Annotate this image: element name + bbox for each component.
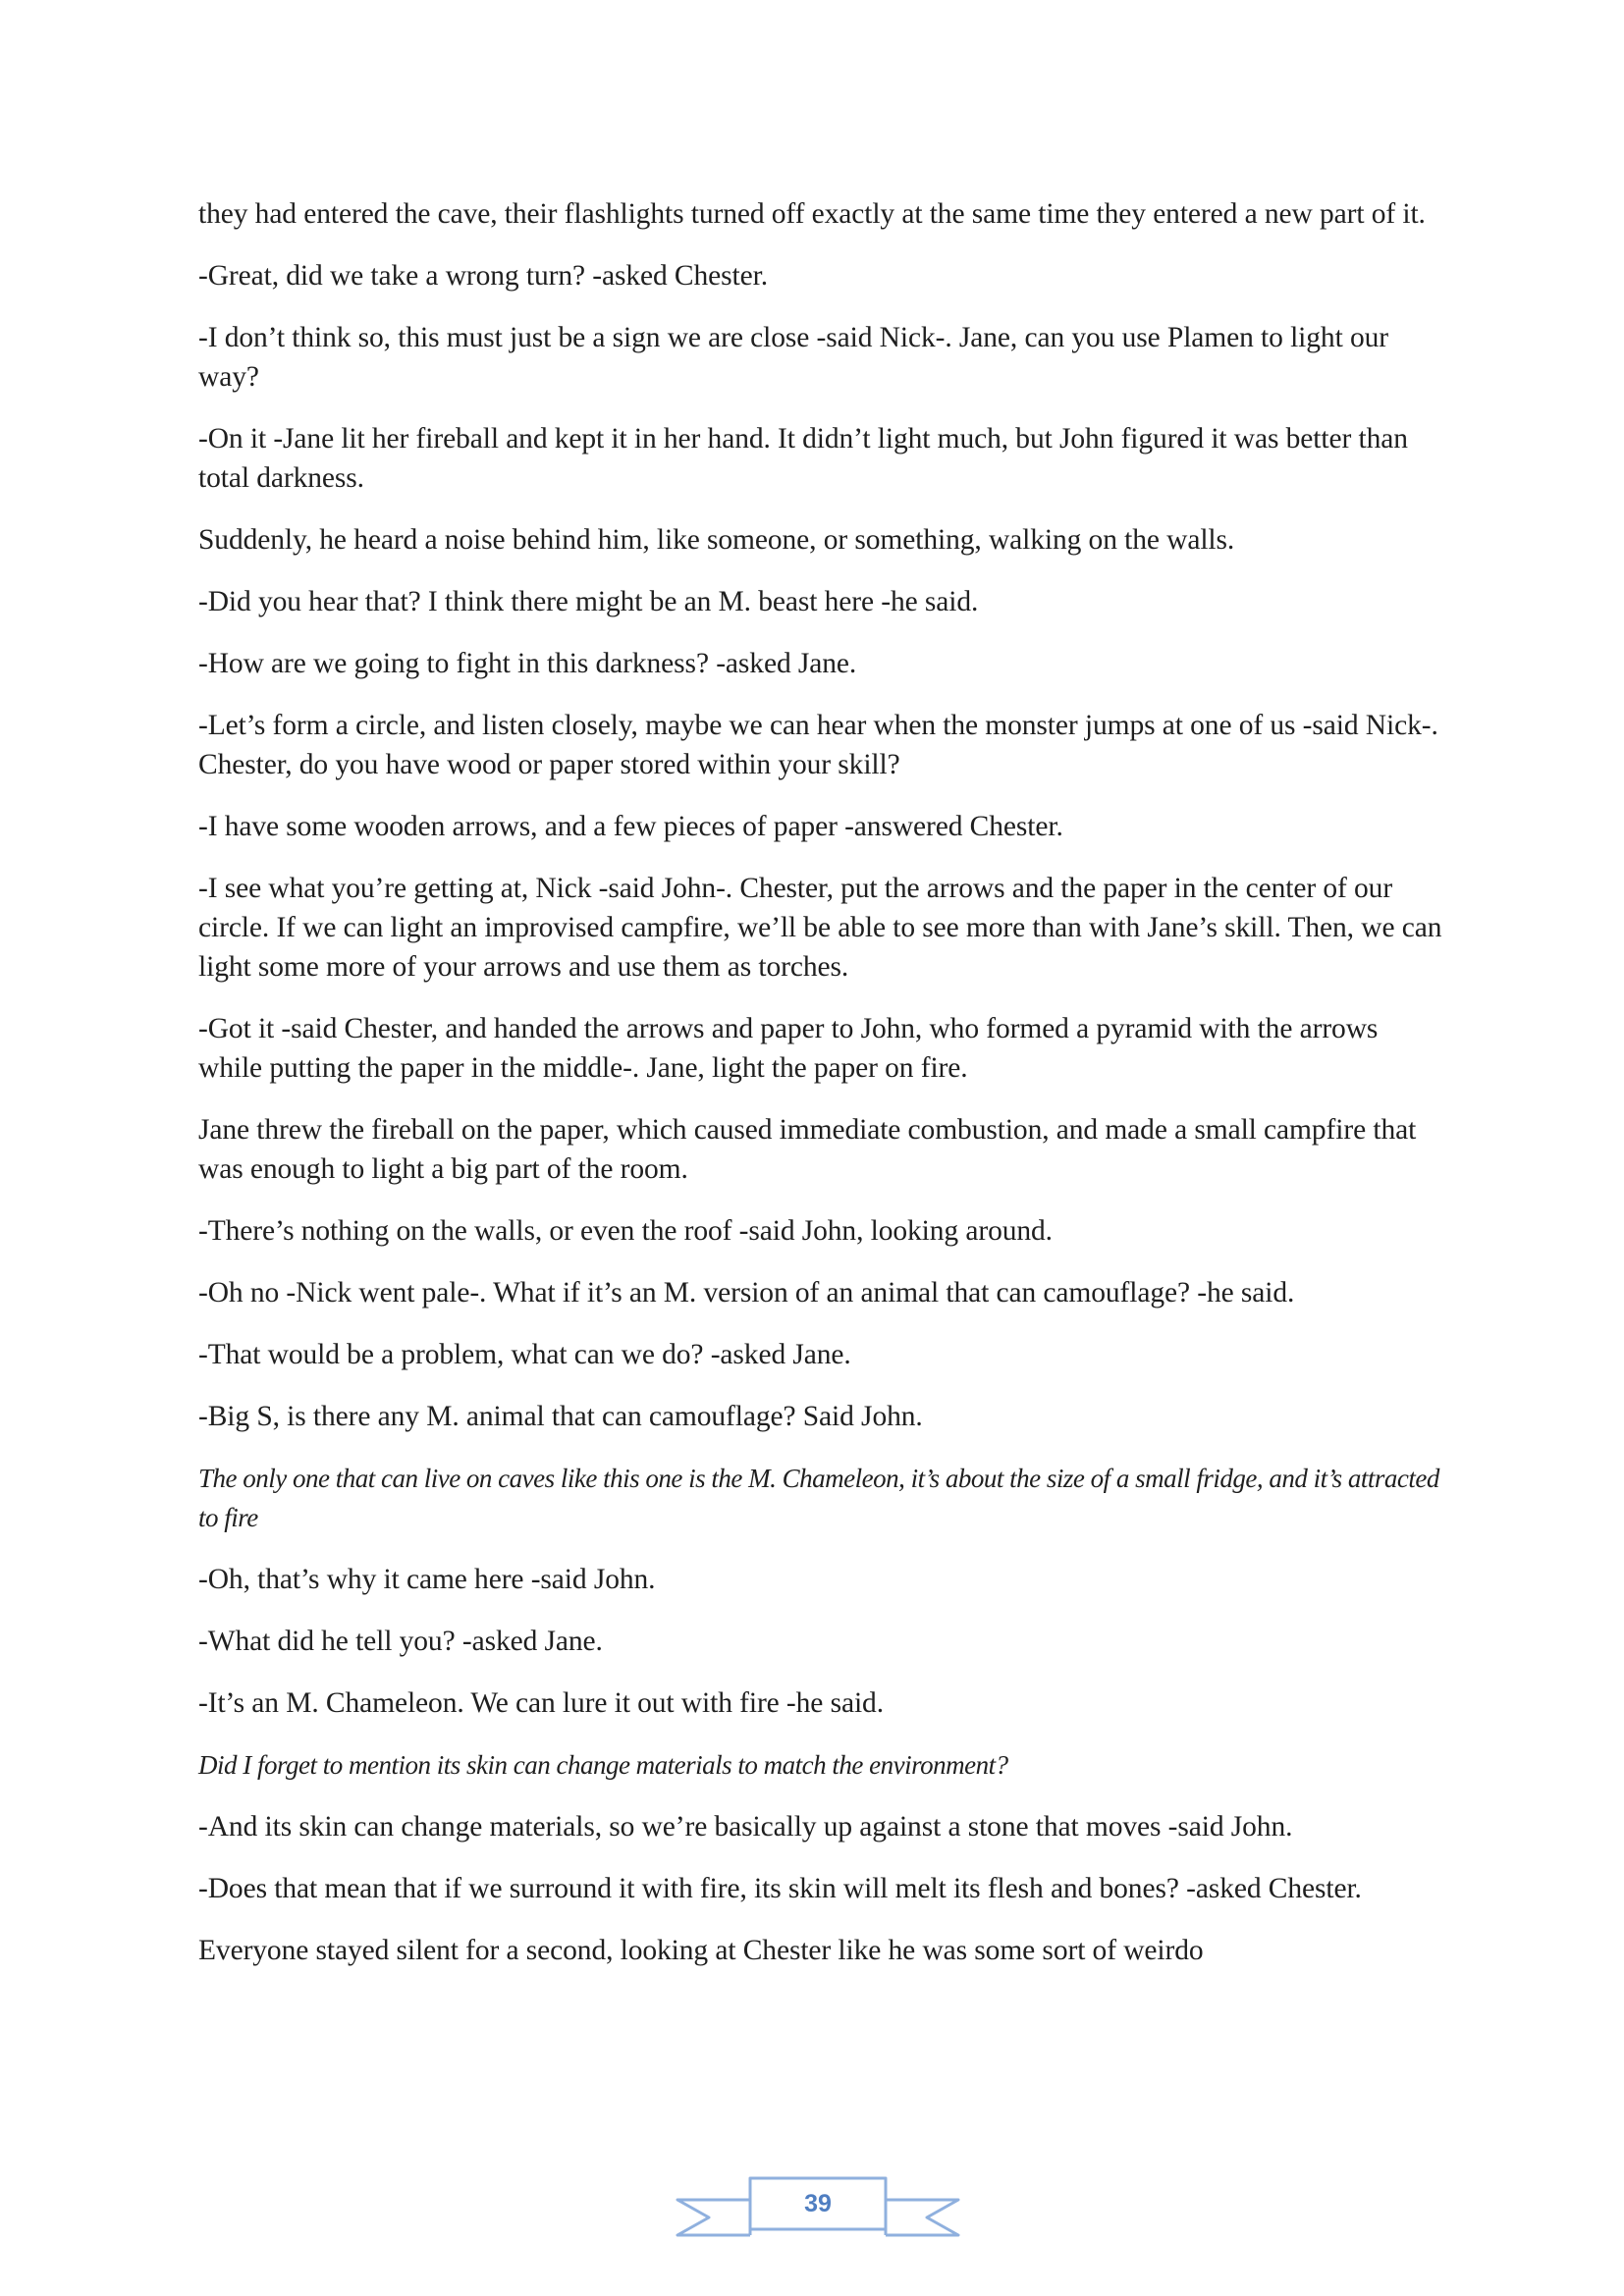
paragraph-15: -That would be a problem, what can we do? -asked Jane.	[198, 1339, 851, 1370]
paragraph-16: -Big S, is there any M. animal that can camouflage? Said John.	[198, 1401, 923, 1432]
paragraph-11: -Got it -said Chester, and handed the arrows and paper to John, who formed a pyramid with the arrows while putting the paper in the middle-. Jane, light the paper on fire.	[198, 1013, 1379, 1084]
paragraph-4: -On it -Jane lit her fireball and kept it in her hand. It didn’t light much, but John figured it was better than total darkness.	[198, 423, 1408, 494]
ribbon-left-tail	[677, 2200, 750, 2235]
paragraph-3: -I don’t think so, this must just be a sign we are close -said Nick-. Jane, can you use Plamen to light our way?	[198, 322, 1388, 393]
paragraph-19: -What did he tell you? -asked Jane.	[198, 1626, 603, 1657]
paragraph-20: -It’s an M. Chameleon. We can lure it out with fire -he said.	[198, 1687, 884, 1719]
paragraph-14: -Oh no -Nick went pale-. What if it’s an M. version of an animal that can camouflage? -he said.	[198, 1277, 1295, 1308]
page-body	[198, 194, 1447, 1993]
paragraph-24: Everyone stayed silent for a second, looking at Chester like he was some sort of weirdo	[198, 1935, 1204, 1966]
paragraph-10: -I see what you’re getting at, Nick -said John-. Chester, put the arrows and the paper in the center of our circle. If we can light an improvised campfire, we’ll be able to see more than with Jane’s skill. Then, we can light some more of your arrows and use them as torches.	[198, 873, 1442, 983]
paragraph-2: -Great, did we take a wrong turn? -asked Chester.	[198, 260, 768, 292]
page-number: 39	[804, 2189, 832, 2217]
paragraph-12: Jane threw the fireball on the paper, which caused immediate combustion, and made a small campfire that was enough to light a big part of the room.	[198, 1114, 1417, 1185]
paragraph-9: -I have some wooden arrows, and a few pieces of paper -answered Chester.	[198, 811, 1063, 842]
paragraph-6: -Did you hear that? I think there might be an M. beast here -he said.	[198, 586, 979, 617]
inner-voice-paragraph-1: The only one that can live on caves like this one is the M. Chameleon, it’s about the size of a small fridge, and it’s attracted to fire	[198, 1464, 1439, 1532]
paragraph-13: -There’s nothing on the walls, or even the roof -said John, looking around.	[198, 1215, 1053, 1247]
paragraph-22: -And its skin can change materials, so we’re basically up against a stone that moves -said John.	[198, 1811, 1293, 1842]
paragraph-8: -Let’s form a circle, and listen closely, maybe we can hear when the monster jumps at one of us -said Nick-. Chester, do you have wood or paper stored within your skill?	[198, 710, 1438, 780]
paragraph-7: -How are we going to fight in this darkness? -asked Jane.	[198, 648, 857, 679]
paragraph-23: -Does that mean that if we surround it with fire, its skin will melt its flesh and bones? -asked Chester.	[198, 1873, 1362, 1904]
paragraph-1: they had entered the cave, their flashlights turned off exactly at the same time they entered a new part of it.	[198, 198, 1426, 230]
paragraph-18: -Oh, that’s why it came here -said John.	[198, 1564, 656, 1595]
ribbon-right-tail	[886, 2200, 958, 2235]
paragraph-5: Suddenly, he heard a noise behind him, like someone, or something, walking on the walls.	[198, 524, 1235, 556]
inner-voice-paragraph-2: Did I forget to mention its skin can change materials to match the environment?	[198, 1750, 1008, 1780]
